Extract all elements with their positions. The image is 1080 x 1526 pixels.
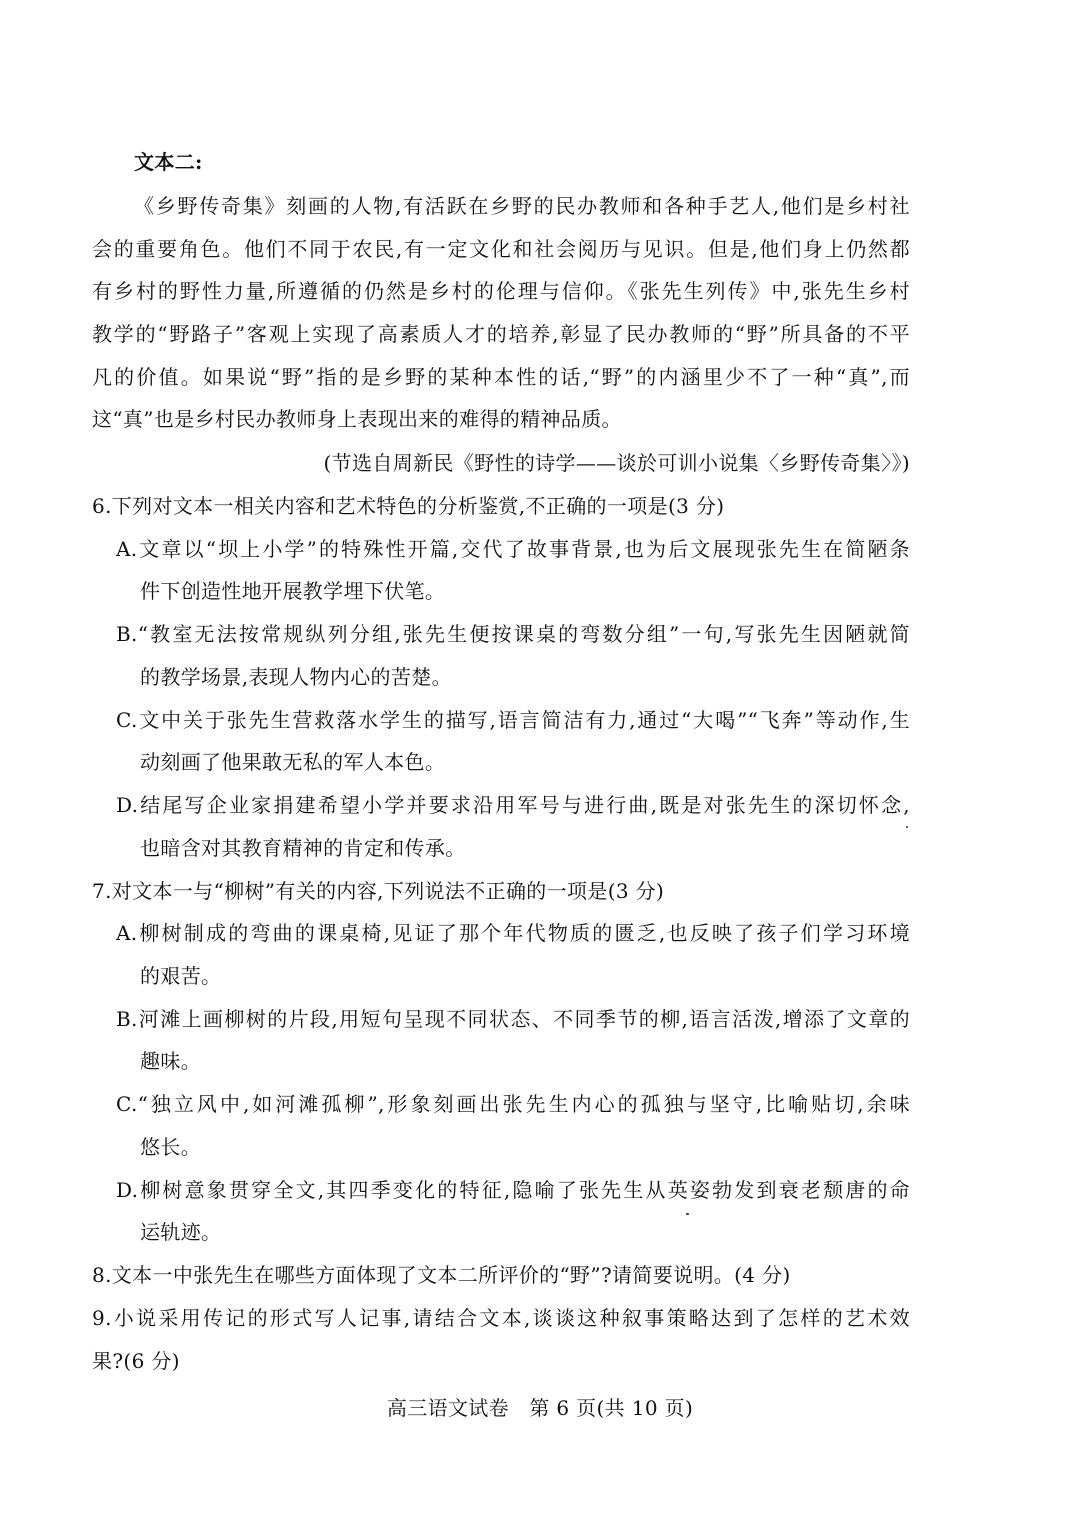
page-footer: 高三语文试卷 第 6 页(共 10 页): [386, 1396, 694, 1420]
section-heading: 文本二:: [134, 150, 203, 174]
paragraph-line: 有乡村的野性力量,所遵循的仍然是乡村的伦理与信仰。《张先生列传》中,张先生乡村: [92, 279, 910, 303]
q6-option-a-cont: 件下创造性地开展教学埋下伏笔。: [140, 579, 446, 603]
paragraph-line: 这“真”也是乡村民办教师身上表现出来的难得的精神品质。: [92, 407, 622, 431]
q6-option-b-cont: 的教学场景,表现人物内心的苦楚。: [140, 665, 452, 689]
source-citation: (节选自周新民《野性的诗学——谈於可训小说集〈乡野传奇集〉》): [323, 451, 910, 475]
paragraph-line: 《乡野传奇集》刻画的人物,有活跃在乡野的民办教师和各种手艺人,他们是乡村社: [134, 194, 910, 218]
paragraph-line: 教学的“野路子”客观上实现了高素质人才的培养,彰显了民办教师的“野”所具备的不平: [92, 322, 910, 346]
q6-option-a: A.文章以“坝上小学”的特殊性开篇,交代了故事背景,也为后文展现张先生在简陋条: [116, 537, 910, 561]
question-9-stem: 9.小说采用传记的形式写人记事,请结合文本,谈谈这种叙事策略达到了怎样的艺术效: [92, 1306, 910, 1330]
question-9-stem-cont: 果?(6 分): [92, 1349, 180, 1373]
q6-option-d-cont: 也暗含对其教育精神的肯定和传承。: [140, 836, 466, 860]
q6-option-b: B.“教室无法按常规纵列分组,张先生便按课桌的弯数分组”一句,写张先生因陋就简: [116, 622, 910, 646]
q7-option-a-cont: 的艰苦。: [140, 964, 222, 988]
q6-option-d: D.结尾写企业家捐建希望小学并要求沿用军号与进行曲,既是对张先生的深切怀念,: [116, 793, 910, 817]
q7-option-c: C.“独立风中,如河滩孤柳”,形象刻画出张先生内心的孤独与坚守,比喻贴切,余味: [116, 1092, 910, 1116]
q6-option-c-cont: 动刻画了他果敢无私的军人本色。: [140, 750, 446, 774]
question-7-stem: 7.对文本一与“柳树”有关的内容,下列说法不正确的一项是(3 分): [92, 879, 665, 903]
q7-option-d-cont: 运轨迹。: [140, 1220, 222, 1244]
scan-speck: [906, 826, 908, 828]
q7-option-d: D.柳树意象贯穿全文,其四季变化的特征,隐喻了张先生从英姿勃发到衰老颓唐的命: [116, 1178, 910, 1202]
q6-option-c: C.文中关于张先生营救落水学生的描写,语言简洁有力,通过“大喝”“飞奔”等动作,生: [116, 708, 910, 732]
question-6-stem: 6.下列对文本一相关内容和艺术特色的分析鉴赏,不正确的一项是(3 分): [92, 494, 725, 518]
paragraph-line: 凡的价值。如果说“野”指的是乡野的某种本性的话,“野”的内涵里少不了一种“真”,而: [92, 365, 910, 389]
q7-option-b-cont: 趣味。: [140, 1049, 202, 1073]
q7-option-a: A.柳树制成的弯曲的课桌椅,见证了那个年代物质的匮乏,也反映了孩子们学习环境: [116, 921, 910, 945]
paragraph-line: 会的重要角色。他们不同于农民,有一定文化和社会阅历与见识。但是,他们身上仍然都: [92, 237, 910, 261]
q7-option-b: B.河滩上画柳树的片段,用短句呈现不同状态、不同季节的柳,语言活泼,增添了文章的: [116, 1007, 910, 1031]
question-8-stem: 8.文本一中张先生在哪些方面体现了文本二所评价的“野”?请简要说明。(4 分): [92, 1263, 791, 1287]
scan-speck: [686, 1213, 689, 1215]
q7-option-c-cont: 悠长。: [140, 1135, 202, 1159]
